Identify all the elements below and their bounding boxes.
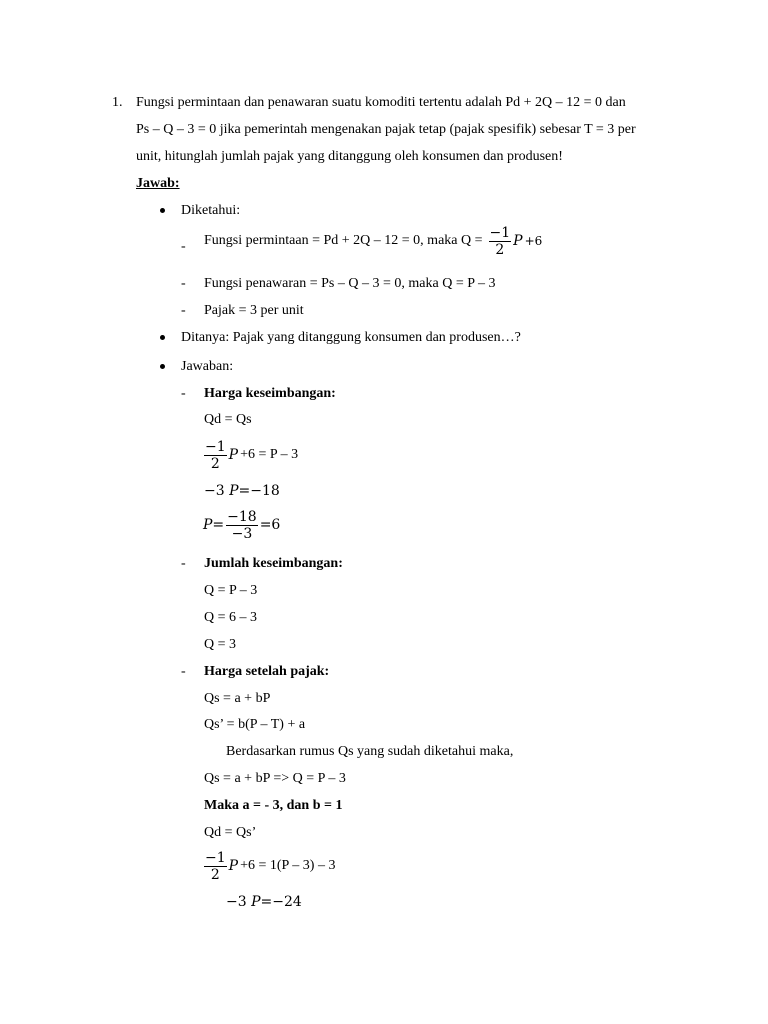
variable-p: P [203,517,213,533]
question-line-1: Fungsi permintaan dan penawaran suatu komoditi tertentu adalah Pd + 2Q – 12 = 0 dan [136,95,626,110]
equation-line: Qd = Qs [204,412,252,427]
variable-p: P [228,447,239,463]
equation-line: Qs’ = b(P – T) + a [204,717,306,732]
fraction-numerator: −18 [227,508,257,525]
equation-line: Q = 6 – 3 [204,610,258,625]
question-number: 1. [112,95,123,110]
question-line-2: Ps – Q – 3 = 0 jika pemerintah mengenakan pajak tetap (pajak spesifik) sebesar T = 3 per [136,122,636,137]
supply-function-text: Fungsi penawaran = Ps – Q – 3 = 0, maka Q = P – 3 [204,276,496,291]
fraction-numerator: −1 [205,438,226,455]
variable-p: P [229,483,239,499]
demand-function-line [204,223,542,259]
equation-line [204,484,280,498]
fraction [204,439,227,472]
equation-tail: =−24 [260,894,302,910]
equation-line: Qd = Qs’ [204,825,257,840]
equation-tail: =−18 [238,483,280,499]
bullet-jawaban [160,360,165,374]
equation-line: Qs = a + bP => Q = P – 3 [204,771,346,786]
bullet-ditanya [160,331,165,345]
equation-line [226,895,302,909]
equation-tail: =6 [259,517,281,533]
tax-text: Pajak = 3 per unit [204,303,304,318]
fraction-numerator: −1 [489,224,511,241]
jawaban-label: Jawaban: [181,359,234,374]
bullet-dot [160,335,165,340]
variable-p: P [251,894,261,910]
ditanya-text: Ditanya: Pajak yang ditanggung konsumen dan produsen…? [181,330,521,345]
harga-keseimbangan-heading: Harga keseimbangan: [204,386,336,401]
harga-setelah-pajak-heading: Harga setelah pajak: [204,664,330,679]
dash-marker: - [181,303,186,318]
bullet-dot [160,364,165,369]
conclusion-text: Maka a = - 3, dan b = 1 [204,798,343,813]
fraction-denominator: −3 [231,525,253,542]
bullet-diketahui [160,204,165,218]
fraction-denominator: 2 [210,866,220,883]
demand-tail: +6 [524,234,543,248]
equation-line [202,437,298,473]
equation-line: Q = P – 3 [204,583,258,598]
jumlah-keseimbangan-heading: Jumlah keseimbangan: [204,556,343,571]
fraction-denominator: 2 [210,455,220,472]
dash-marker: - [181,239,186,254]
equation-line [202,848,335,884]
equation-line: Qs = a + bP [204,691,271,706]
fraction-denominator: 2 [495,241,505,258]
variable-p: P [228,858,239,874]
dash-marker: - [181,556,186,571]
equation-tail: +6 = P – 3 [240,447,299,462]
diketahui-label: Diketahui: [181,203,241,218]
fraction [226,509,258,542]
dash-marker: - [181,664,186,679]
equation-line: Q = 3 [204,637,237,652]
demand-fraction [489,225,512,258]
demand-function-text: Fungsi permintaan = Pd + 2Q – 12 = 0, maka Q = [204,233,483,248]
dash-marker: - [181,386,186,401]
explanation-text: Berdasarkan rumus Qs yang sudah diketahui maka, [226,744,514,759]
equals-sign: = [212,517,225,533]
coefficient: −3 [204,483,225,499]
dash-marker: - [181,276,186,291]
bullet-dot [160,208,165,213]
equation-line [203,507,280,543]
fraction-numerator: −1 [205,849,226,866]
question-line-3: unit, hitunglah jumlah pajak yang ditanggung oleh konsumen dan produsen! [136,149,563,164]
equation-tail: +6 = 1(P – 3) – 3 [240,858,336,873]
jawab-heading: Jawab: [136,176,180,191]
fraction [204,850,227,883]
coefficient: −3 [226,894,247,910]
variable-p: P [513,233,523,249]
